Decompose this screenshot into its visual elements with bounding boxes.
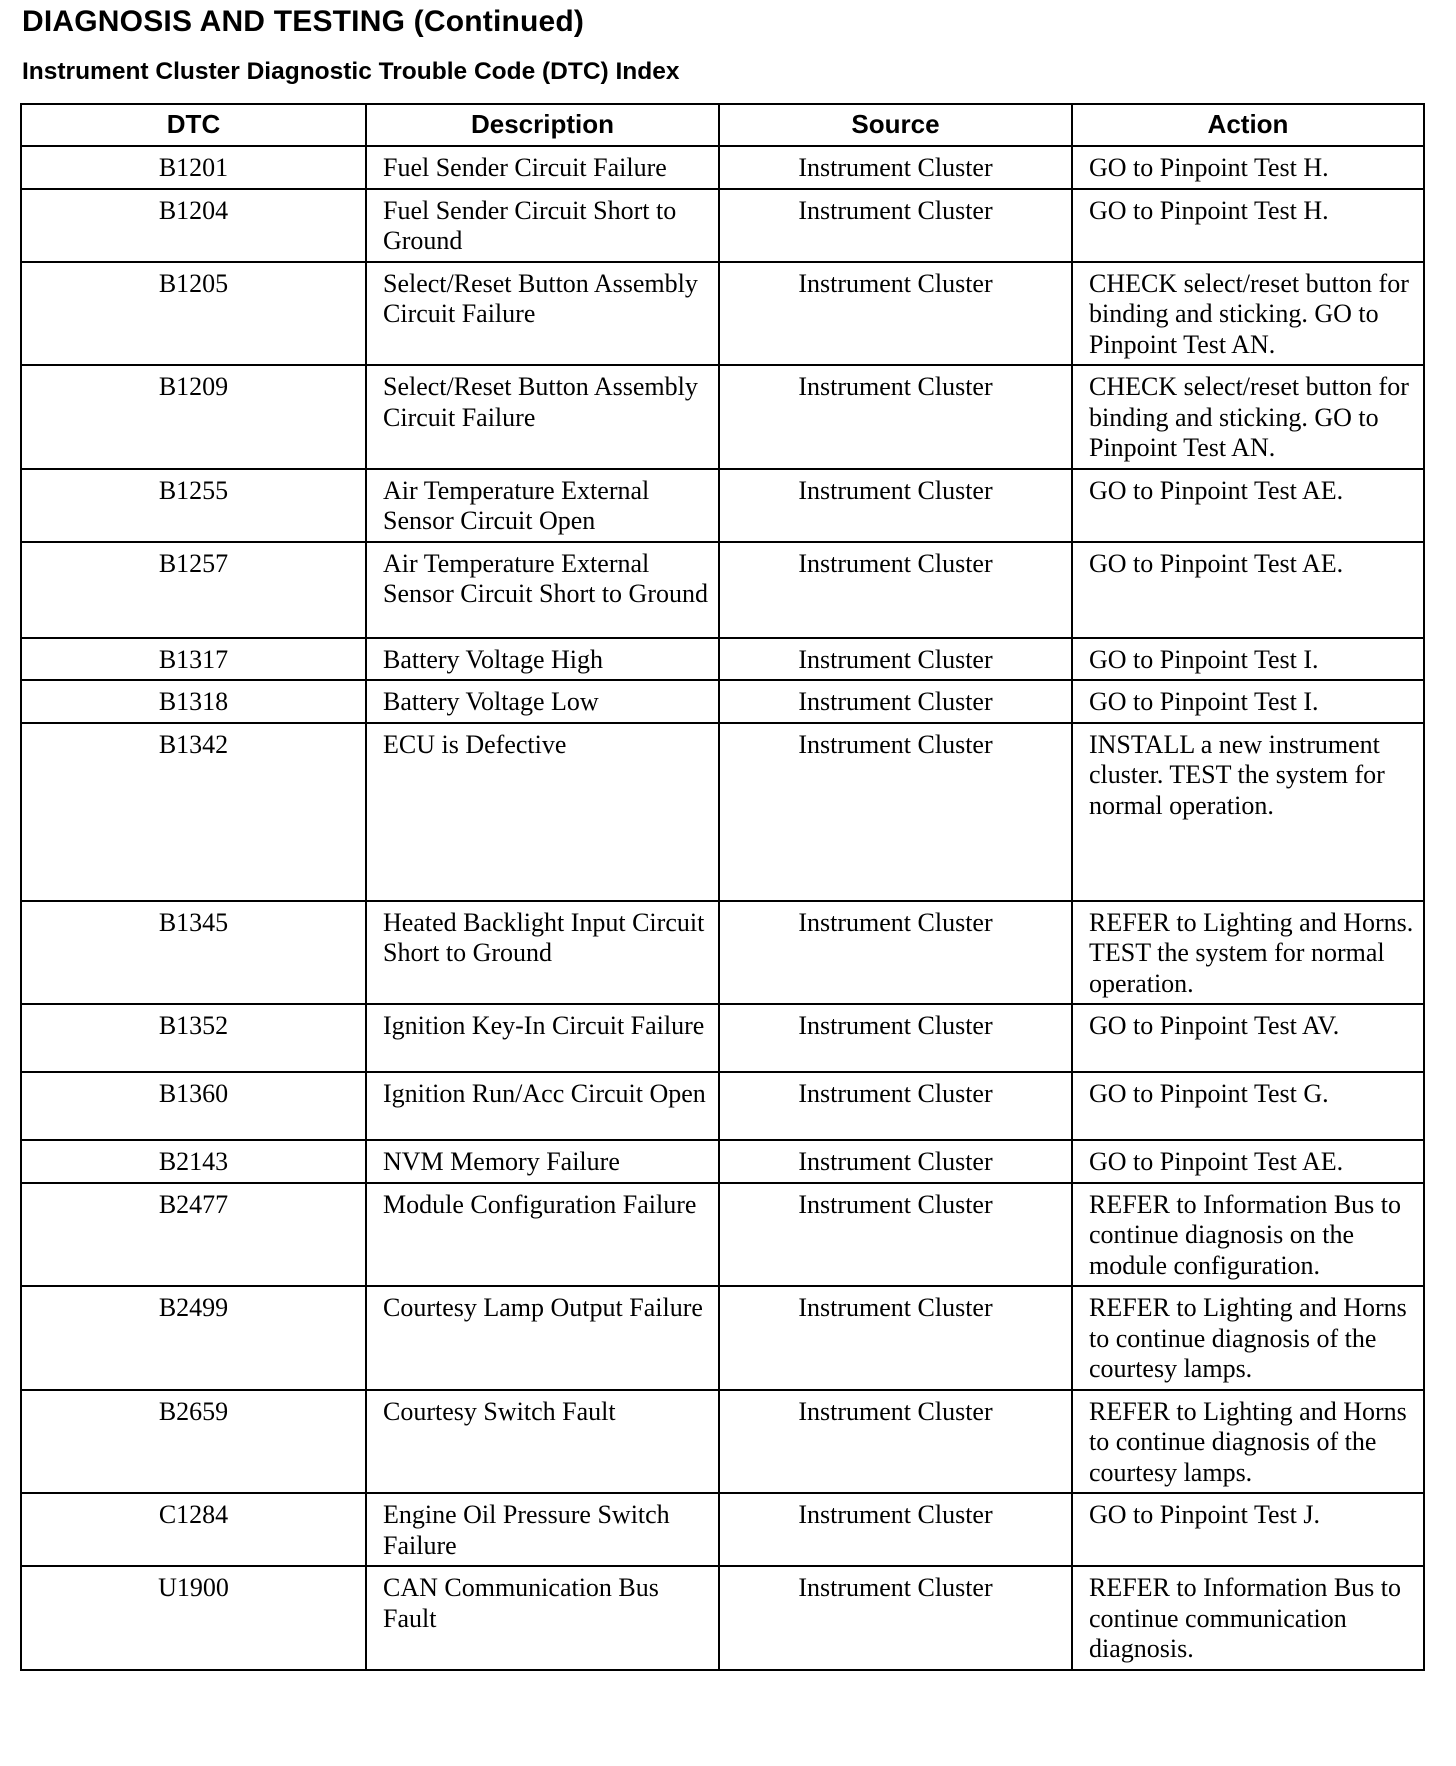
source-cell: Instrument Cluster: [719, 1004, 1072, 1072]
dtc-code-cell: U1900: [21, 1566, 366, 1670]
action-cell: GO to Pinpoint Test AE.: [1072, 542, 1424, 638]
dtc-code-cell: B1257: [21, 542, 366, 638]
description-cell: Air Temperature External Sensor Circuit Short to Ground: [366, 542, 719, 638]
action-cell: GO to Pinpoint Test H.: [1072, 189, 1424, 262]
table-row: [21, 1140, 1424, 1183]
source-cell: Instrument Cluster: [719, 1140, 1072, 1183]
dtc-code-cell: B1345: [21, 901, 366, 1005]
source-cell: Instrument Cluster: [719, 723, 1072, 901]
description-cell: Fuel Sender Circuit Failure: [366, 146, 719, 189]
source-cell: Instrument Cluster: [719, 1183, 1072, 1287]
table-row: [21, 723, 1424, 901]
table-row: [21, 638, 1424, 681]
description-cell: ECU is Defective: [366, 723, 719, 901]
description-cell: CAN Communication Bus Fault: [366, 1566, 719, 1670]
table-row: [21, 469, 1424, 542]
table-row: [21, 262, 1424, 366]
dtc-index-table: [20, 103, 1425, 1671]
table-row: [21, 1390, 1424, 1494]
dtc-code-cell: B1204: [21, 189, 366, 262]
source-cell: Instrument Cluster: [719, 365, 1072, 469]
source-cell: Instrument Cluster: [719, 189, 1072, 262]
description-cell: Air Temperature External Sensor Circuit Open: [366, 469, 719, 542]
action-cell: GO to Pinpoint Test I.: [1072, 638, 1424, 681]
action-cell: GO to Pinpoint Test J.: [1072, 1493, 1424, 1566]
dtc-code-cell: B1318: [21, 680, 366, 723]
action-cell: REFER to Information Bus to continue diagnosis on the module configuration.: [1072, 1183, 1424, 1287]
source-cell: Instrument Cluster: [719, 146, 1072, 189]
table-row: [21, 1566, 1424, 1670]
description-cell: Heated Backlight Input Circuit Short to Ground: [366, 901, 719, 1005]
column-header-description: Description: [366, 104, 719, 146]
action-cell: CHECK select/reset button for binding and sticking. GO to Pinpoint Test AN.: [1072, 365, 1424, 469]
description-cell: Fuel Sender Circuit Short to Ground: [366, 189, 719, 262]
description-cell: Module Configuration Failure: [366, 1183, 719, 1287]
dtc-code-cell: C1284: [21, 1493, 366, 1566]
dtc-code-cell: B1201: [21, 146, 366, 189]
column-header-source: Source: [719, 104, 1072, 146]
dtc-code-cell: B1205: [21, 262, 366, 366]
description-cell: Battery Voltage High: [366, 638, 719, 681]
table-row: [21, 1286, 1424, 1390]
action-cell: GO to Pinpoint Test I.: [1072, 680, 1424, 723]
action-cell: GO to Pinpoint Test AE.: [1072, 1140, 1424, 1183]
description-cell: Courtesy Lamp Output Failure: [366, 1286, 719, 1390]
table-row: [21, 365, 1424, 469]
source-cell: Instrument Cluster: [719, 1072, 1072, 1140]
dtc-code-cell: B2477: [21, 1183, 366, 1287]
table-row: [21, 1493, 1424, 1566]
source-cell: Instrument Cluster: [719, 1390, 1072, 1494]
source-cell: Instrument Cluster: [719, 901, 1072, 1005]
source-cell: Instrument Cluster: [719, 1493, 1072, 1566]
description-cell: Select/Reset Button Assembly Circuit Failure: [366, 262, 719, 366]
description-cell: Courtesy Switch Fault: [366, 1390, 719, 1494]
dtc-code-cell: B1352: [21, 1004, 366, 1072]
page-title: DIAGNOSIS AND TESTING (Continued): [22, 5, 585, 38]
dtc-code-cell: B2143: [21, 1140, 366, 1183]
section-title: Instrument Cluster Diagnostic Trouble Code (DTC) Index: [22, 58, 680, 85]
table-row: [21, 901, 1424, 1005]
action-cell: GO to Pinpoint Test H.: [1072, 146, 1424, 189]
description-cell: Ignition Key-In Circuit Failure: [366, 1004, 719, 1072]
source-cell: Instrument Cluster: [719, 542, 1072, 638]
description-cell: Ignition Run/Acc Circuit Open: [366, 1072, 719, 1140]
dtc-code-cell: B1360: [21, 1072, 366, 1140]
table-row: [21, 1004, 1424, 1072]
action-cell: GO to Pinpoint Test AV.: [1072, 1004, 1424, 1072]
action-cell: INSTALL a new instrument cluster. TEST the system for normal operation.: [1072, 723, 1424, 901]
dtc-code-cell: B2499: [21, 1286, 366, 1390]
description-cell: Battery Voltage Low: [366, 680, 719, 723]
action-cell: GO to Pinpoint Test AE.: [1072, 469, 1424, 542]
action-cell: REFER to Lighting and Horns. TEST the system for normal operation.: [1072, 901, 1424, 1005]
table-row: [21, 1072, 1424, 1140]
source-cell: Instrument Cluster: [719, 469, 1072, 542]
action-cell: GO to Pinpoint Test G.: [1072, 1072, 1424, 1140]
table-header-row: [21, 104, 1424, 146]
table-row: [21, 146, 1424, 189]
column-header-dtc: DTC: [21, 104, 366, 146]
description-cell: Select/Reset Button Assembly Circuit Failure: [366, 365, 719, 469]
action-cell: CHECK select/reset button for binding and sticking. GO to Pinpoint Test AN.: [1072, 262, 1424, 366]
column-header-action: Action: [1072, 104, 1424, 146]
table-row: [21, 680, 1424, 723]
action-cell: REFER to Lighting and Horns to continue diagnosis of the courtesy lamps.: [1072, 1286, 1424, 1390]
table-row: [21, 1183, 1424, 1287]
source-cell: Instrument Cluster: [719, 1566, 1072, 1670]
source-cell: Instrument Cluster: [719, 638, 1072, 681]
dtc-code-cell: B1209: [21, 365, 366, 469]
dtc-code-cell: B2659: [21, 1390, 366, 1494]
dtc-code-cell: B1317: [21, 638, 366, 681]
table-row: [21, 542, 1424, 638]
description-cell: NVM Memory Failure: [366, 1140, 719, 1183]
dtc-code-cell: B1342: [21, 723, 366, 901]
dtc-code-cell: B1255: [21, 469, 366, 542]
action-cell: REFER to Information Bus to continue communication diagnosis.: [1072, 1566, 1424, 1670]
table-row: [21, 189, 1424, 262]
source-cell: Instrument Cluster: [719, 680, 1072, 723]
description-cell: Engine Oil Pressure Switch Failure: [366, 1493, 719, 1566]
action-cell: REFER to Lighting and Horns to continue diagnosis of the courtesy lamps.: [1072, 1390, 1424, 1494]
source-cell: Instrument Cluster: [719, 1286, 1072, 1390]
source-cell: Instrument Cluster: [719, 262, 1072, 366]
